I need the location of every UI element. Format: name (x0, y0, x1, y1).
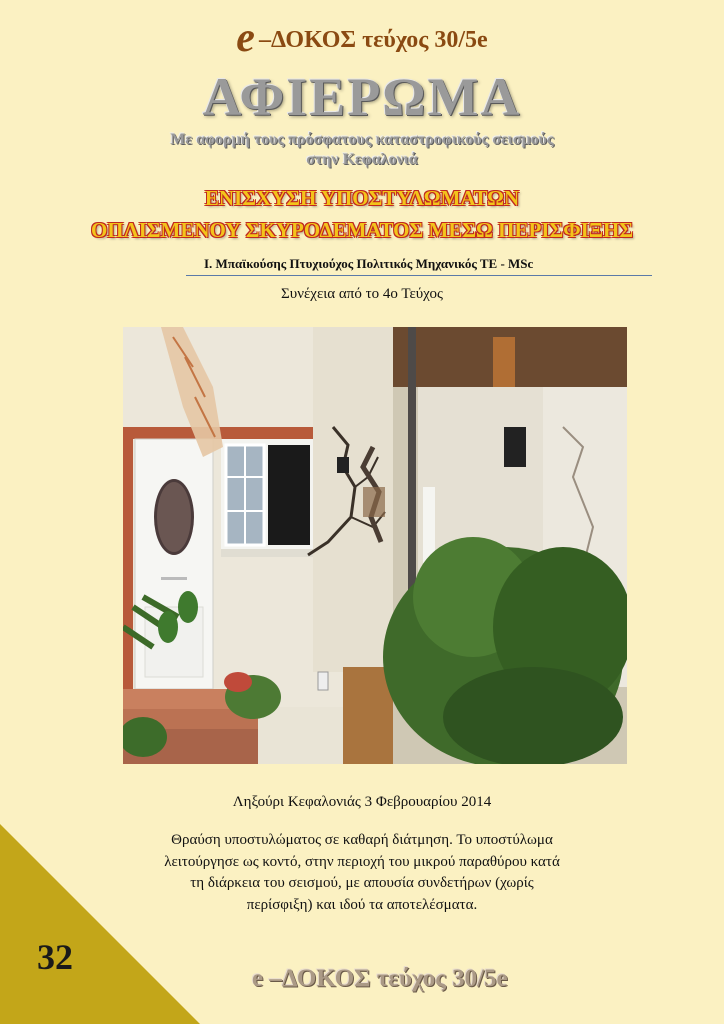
article-title-line-2: ΟΠΛΙΣΜΕΝΟΥ ΣΚΥΡΟΔΕΜΑΤΟΣ ΜΕΣΩ ΠΕΡΙΣΦΙΞΗΣ (90, 218, 634, 242)
article-title-line-1: ΕΝΙΣΧΥΣΗ ΥΠΟΣΤΥΛΩΜΑΤΩΝ (204, 186, 520, 210)
footer-magazine: e –ΔΟΚΟΣ τεύχος 30/5e (252, 965, 508, 992)
magazine-issue: –ΔΟΚΟΣ τεύχος 30/5e (258, 27, 488, 53)
subtitle-line-1: Με αφορμή τους πρόσφατους καταστροφικούς σεισμούς (170, 131, 554, 148)
caption-line-1: Θραύση υποστυλώματος σε καθαρή διάτμηση. Το υποστύλωμα (171, 832, 553, 848)
magazine-logo-e: e (236, 15, 255, 61)
continued-note: Συνέχεια από το 4ο Τεύχος (281, 286, 443, 302)
photo-caption-date: Ληξούρι Κεφαλονιάς 3 Φεβρουαρίου 2014 (232, 794, 492, 810)
subtitle (100, 130, 624, 170)
caption-line-3: τη διάρκεια του σεισμού, με απουσία συνδετήρων (χωρίς (190, 875, 534, 891)
photo-caption-text (150, 830, 574, 916)
earthquake-damage-photo (123, 327, 627, 764)
caption-line-2: λειτούργησε ως κοντό, στην περιοχή του μικρού παραθύρου κατά (164, 853, 560, 870)
magazine-header (0, 14, 724, 62)
page-number: 32 (37, 937, 73, 977)
subtitle-line-2: στην Κεφαλονιά (306, 151, 418, 168)
caption-line-4: περίσφιξη) και ιδού τα αποτελέσματα. (246, 896, 478, 913)
page-title: ΑΦΙΕΡΩΜΑ (202, 67, 522, 127)
divider-rule (186, 275, 652, 276)
corner-triangle (0, 824, 200, 1024)
author-line: Ι. Μπαϊκούσης Πτυχιούχος Πολιτικός Μηχανικός ΤΕ - MSc (204, 256, 534, 271)
